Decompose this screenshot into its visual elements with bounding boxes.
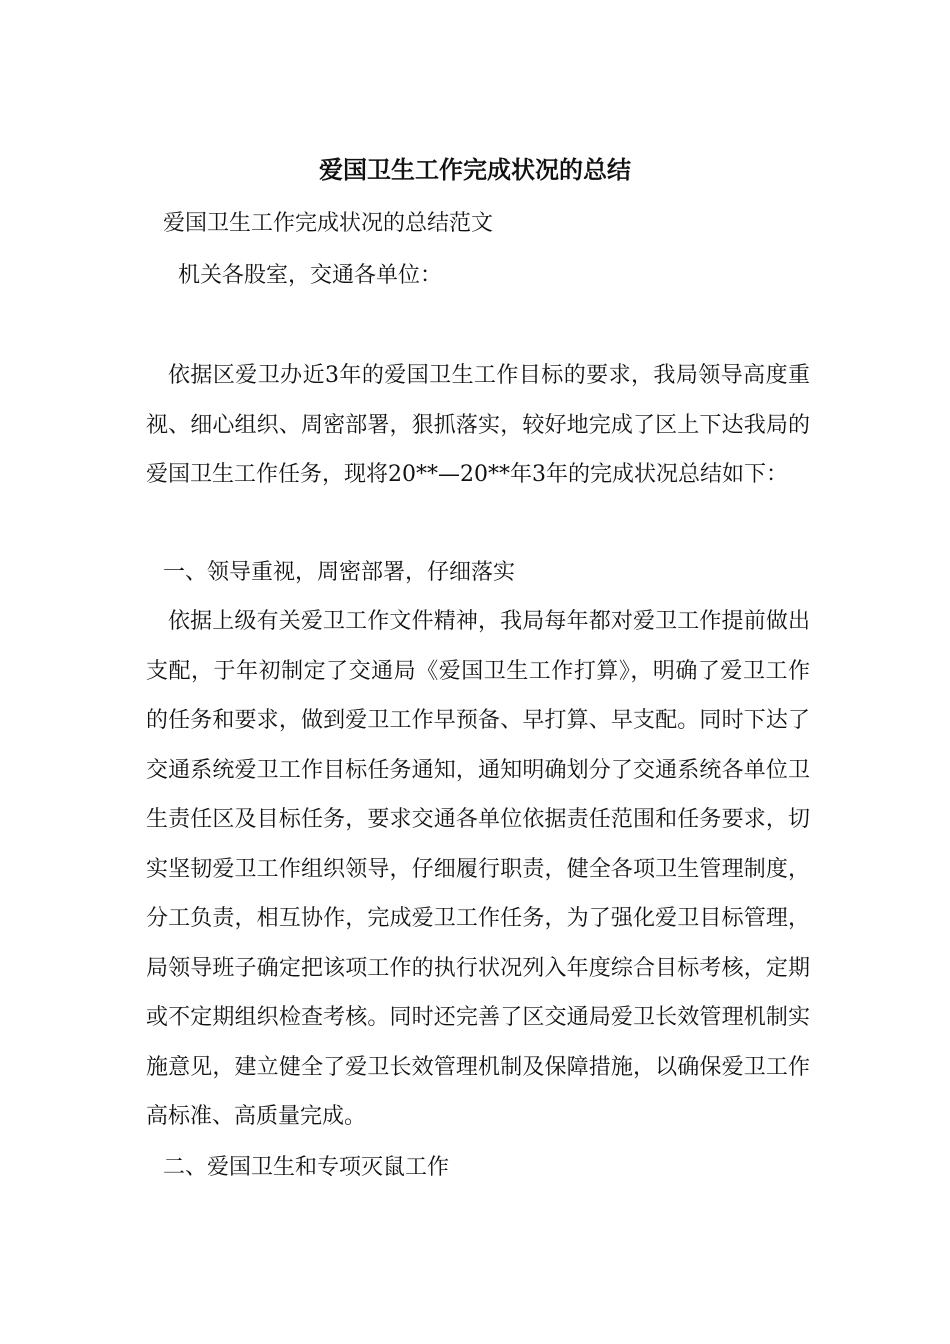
salutation: 机关各股室，交通各单位： — [178, 263, 443, 288]
section-heading-1: 一、领导重视，周密部署，仔细落实 — [163, 560, 516, 585]
section-1-paragraph: 依据上级有关爱卫工作文件精神，我局每年都对爱卫工作提前做出支配，于年初制定了交通局《爱国卫生工作打算》，明确了爱卫工作的任务和要求，做到爱卫工作早预备、早打算、早支配。同时下达了交通系统爱卫工作目标任务通知，通知明确划分了交通系统各单位卫生责任区及目标任务，要求交通各单位依据责任范围和任务要求，切实坚韧爱卫工作组织领导，仔细履行职责，健全各项卫生管理制度，分工负责，相互协作，完成爱卫工作任务，为了强化爱卫目标管理，局领导班子确定把该项工作的执行状况列入年度综合目标考核，定期或不定期组织检查考核。同时还完善了区交通局爱卫长效管理机制实施意见，建立健全了爱卫长效管理机制及保障措施，以确保爱卫工作高标准、高质量完成。 — [146, 609, 810, 1129]
intro-paragraph: 依据区爱卫办近3年的爱国卫生工作目标的要求，我局领导高度重视、细心组织、周密部署，狠抓落实，较好地完成了区上下达我局的爱国卫生工作任务，现将20**—20**年3年的完成状况总结如下： — [146, 363, 810, 487]
page-title: 爱国卫生工作完成状况的总结 — [319, 155, 631, 184]
section-heading-2: 二、爱国卫生和专项灭鼠工作 — [163, 1155, 450, 1180]
document-subtitle: 爱国卫生工作完成状况的总结范文 — [163, 211, 494, 236]
